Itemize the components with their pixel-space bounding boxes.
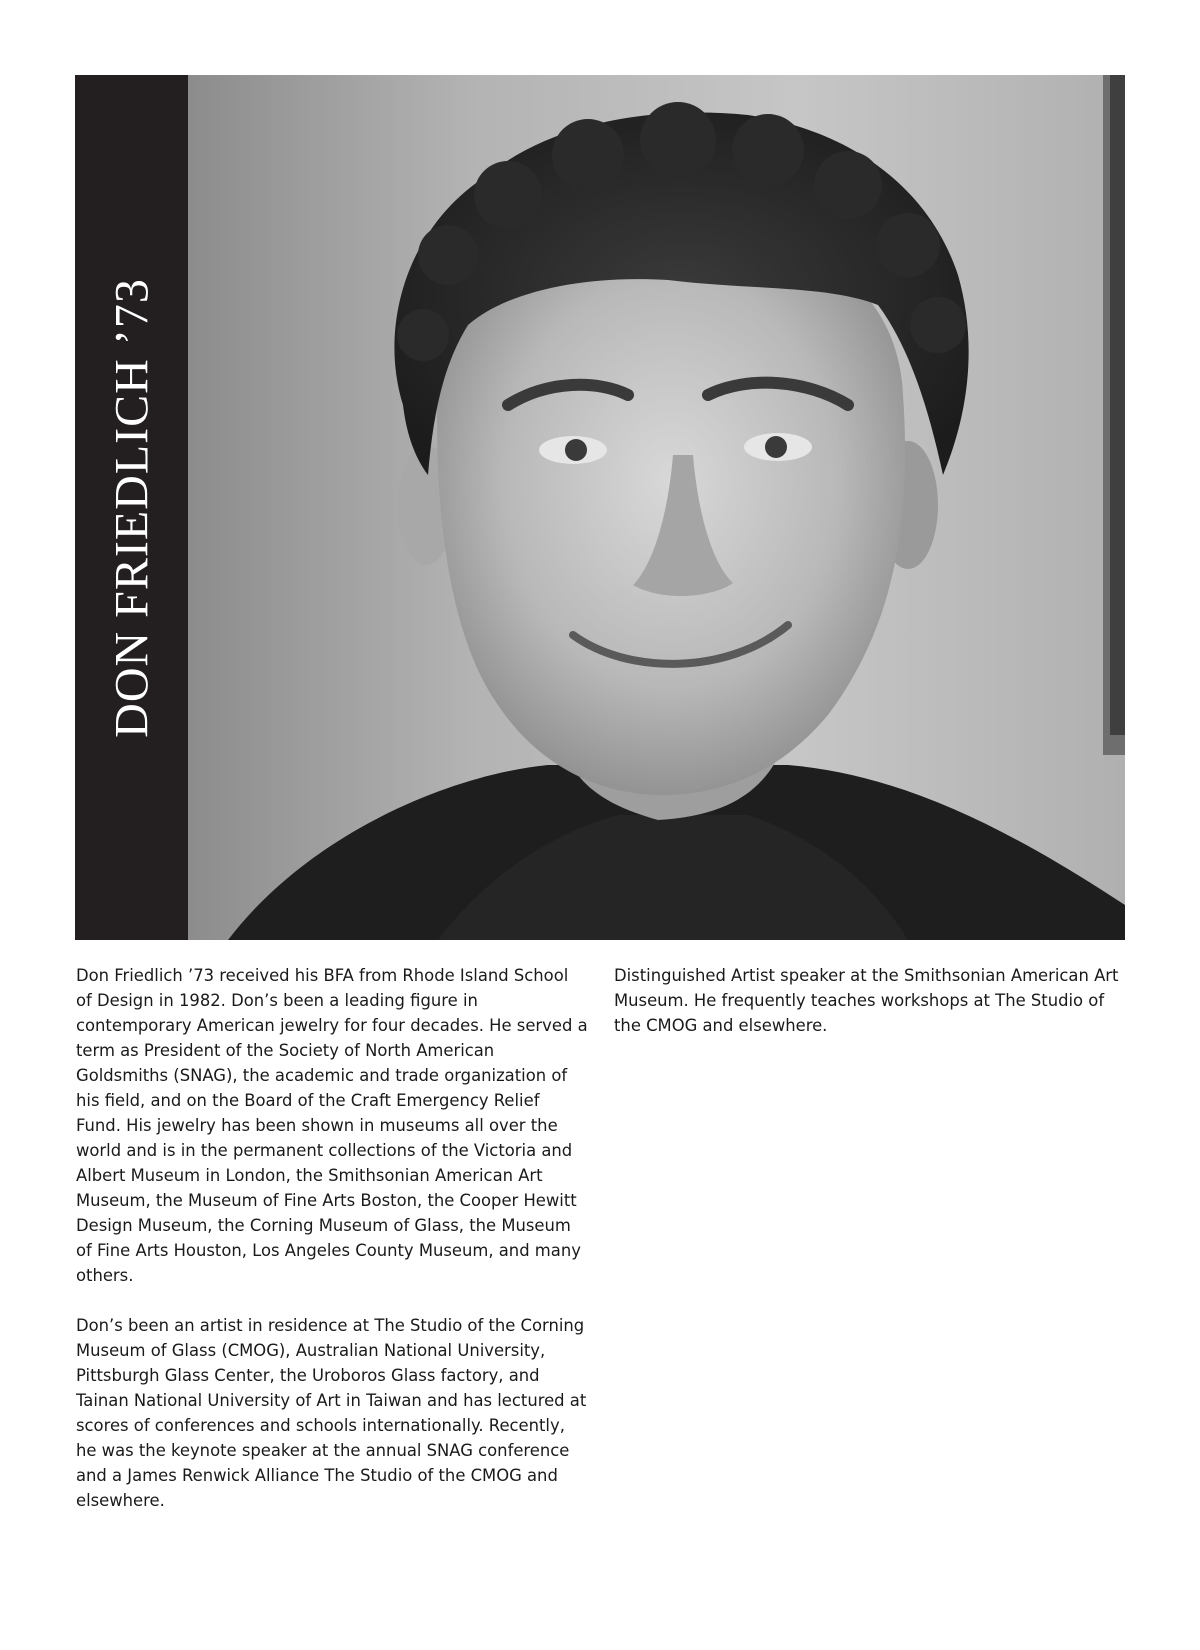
bio-paragraph-1: Don Friedlich ’73 received his BFA from Rhode Island School of Design in 1982. Don’s been a leading figure in contemporary American jewelry for four decades. He served a term as President of the Society of North American Goldsmiths (SNAG), the academic and trade organization of his field, and on the Board of the Craft Emergency Relief Fund. His jewelry has been shown in museums all over the world and is in the permanent collections of the Victoria and Albert Museum in London, the Smithsonian American Art Museum, the Museum of Fine Arts Boston, the Cooper Hewitt Design Museum, the Corning Museum of Glass, the Museum of Fine Arts Houston, Los Angeles County Museum, and many others. — [76, 966, 588, 1285]
portrait-illustration — [188, 75, 1125, 940]
hero-section — [75, 75, 1125, 940]
bio-paragraph-3: Distinguished Artist speaker at the Smithsonian American Art Museum. He frequently teaches workshops at The Studio of the CMOG and elsewhere. — [614, 966, 1119, 1035]
portrait-photo — [188, 75, 1125, 940]
bio-column-left — [76, 963, 588, 1538]
bio-paragraph-2: Don’s been an artist in residence at The Studio of the Corning Museum of Glass (CMOG), Australian National University, Pittsburgh Glass Center, the Uroboros Glass factory, and Tainan National University of Art in Taiwan and has lectured at scores of conferences and schools internationally. Recently, he was the keynote speaker at the annual SNAG conference and a James Renwick Alliance The Studio of the CMOG and elsewhere. — [76, 1316, 587, 1510]
name-bar — [75, 75, 188, 940]
bio-column-right — [614, 963, 1124, 1063]
page-title: DON FRIEDLICH ’73 — [105, 277, 158, 738]
